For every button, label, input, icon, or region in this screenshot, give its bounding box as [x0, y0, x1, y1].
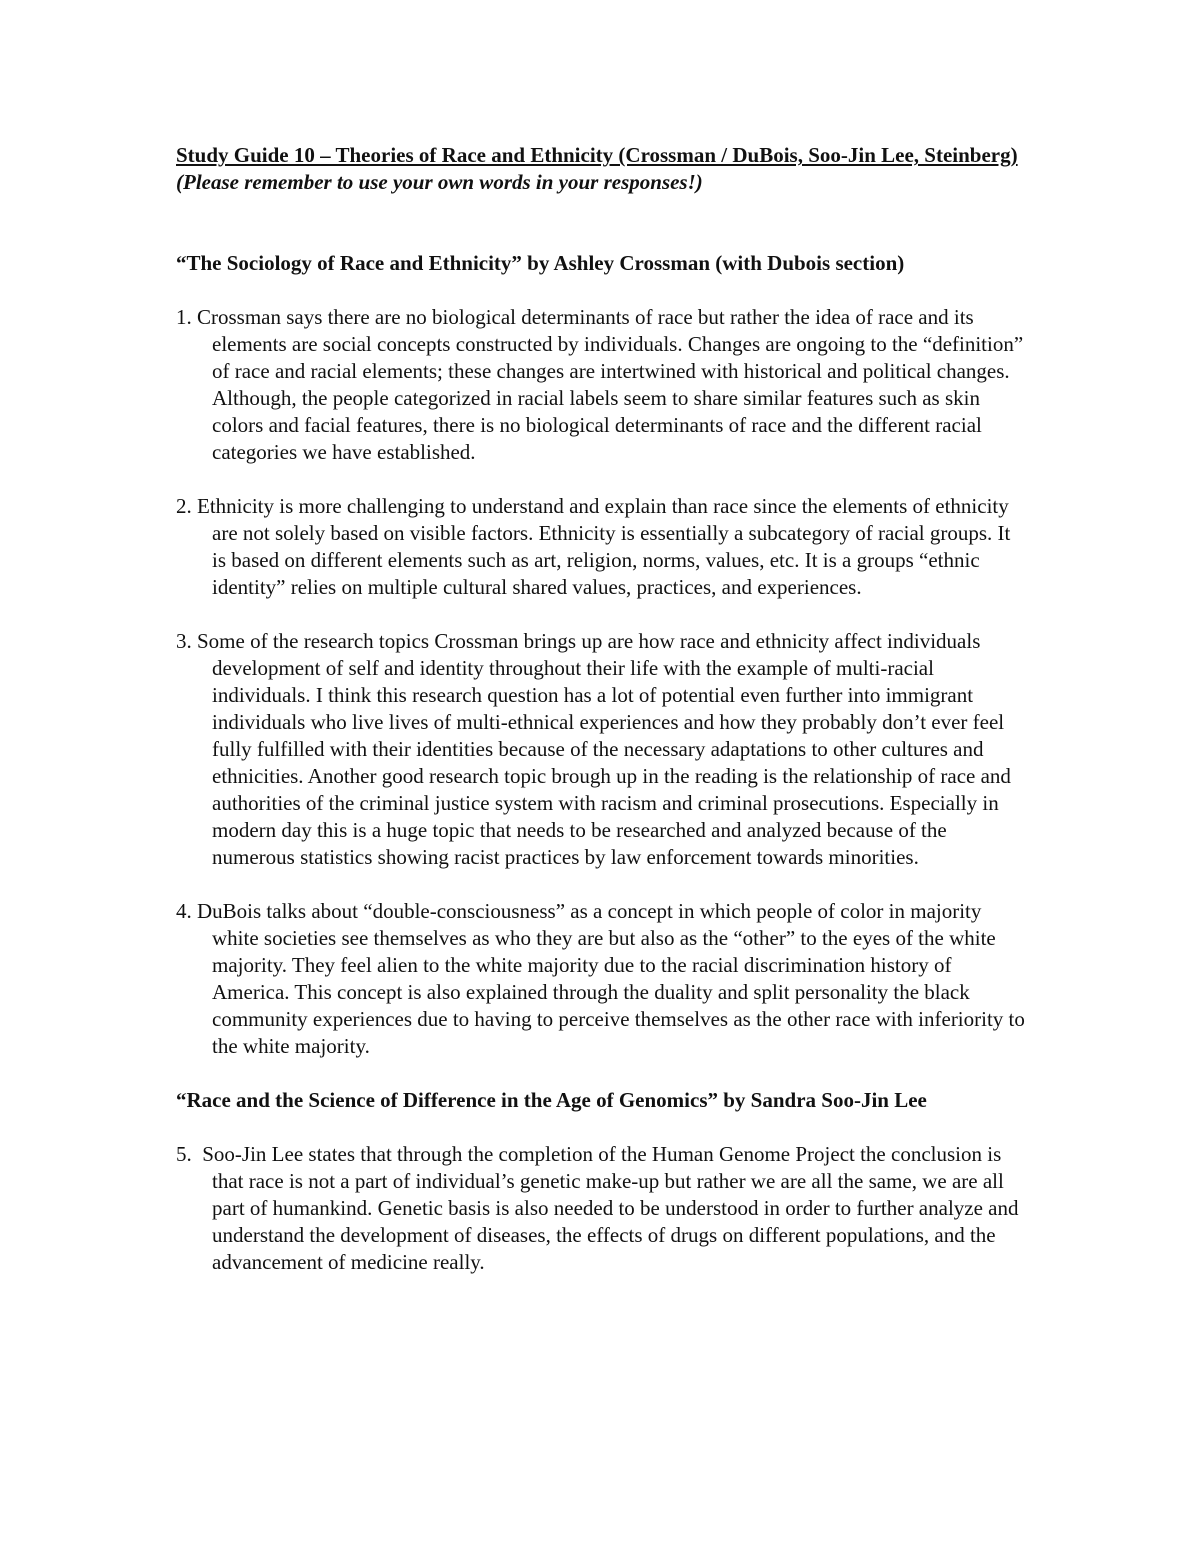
document-title: Study Guide 10 – Theories of Race and Ethnicity (Crossman / DuBois, Soo-Jin Lee, Steinberg): [176, 143, 1018, 167]
document-page: [176, 142, 1026, 1303]
list-item-3: [176, 628, 1026, 871]
item-text: DuBois talks about “double-consciousness” as a concept in which people of color in majority white societies see themselves as who they are but also as the “other” to the eyes of the white majority. They feel alien to the white majority due to the racial discrimination history of America. This concept is also explained through the duality and split personality the black community experiences due to having to perceive themselves as the other race with inferiority to the white majority.: [197, 899, 1025, 1058]
item-number: 3.: [176, 629, 192, 653]
item-text: Some of the research topics Crossman brings up are how race and ethnicity affect individuals development of self and identity throughout their life with the example of multi-racial individuals. I think this research question has a lot of potential even further into immigrant individuals who live lives of multi-ethnical experiences and how they probably don’t ever feel fully fulfilled with their identities because of the necessary adaptations to other cultures and ethnicities. Another good research topic brough up in the reading is the relationship of race and authorities of the criminal justice system with racism and criminal prosecutions. Especially in modern day this is a huge topic that needs to be researched and analyzed because of the numerous statistics showing racist practices by law enforcement towards minorities.: [197, 629, 1011, 869]
item-text: Crossman says there are no biological determinants of race but rather the idea of race and its elements are social concepts constructed by individuals. Changes are ongoing to the “definition” of race and racial elements; these changes are intertwined with historical and political changes. Although, the people categorized in racial labels seem to share similar features such as skin colors and facial features, there is no biological determinants of race and the different racial categories we have established.: [197, 305, 1024, 464]
list-item-4: [176, 898, 1026, 1060]
list-item-2: [176, 493, 1026, 601]
list-item-1: [176, 304, 1026, 466]
item-number: 4.: [176, 899, 192, 923]
item-number: 5.: [176, 1142, 192, 1166]
document-subtitle: (Please remember to use your own words in your responses!): [176, 170, 703, 194]
item-text: Soo-Jin Lee states that through the completion of the Human Genome Project the conclusion is that race is not a part of individual’s genetic make-up but rather we are all the same, we are all part of humankind. Genetic basis is also needed to be understood in order to further analyze and understand the development of diseases, the effects of drugs on different populations, and the advancement of medicine really.: [202, 1142, 1019, 1274]
list-item-5: [176, 1141, 1026, 1276]
item-number: 2.: [176, 494, 192, 518]
item-number: 1.: [176, 305, 192, 329]
item-text: Ethnicity is more challenging to understand and explain than race since the elements of ethnicity are not solely based on visible factors. Ethnicity is essentially a subcategory of racial groups. It is based on different elements such as art, religion, norms, values, etc. It is a groups “ethnic identity” relies on multiple cultural shared values, practices, and experiences.: [197, 494, 1011, 599]
section-heading-crossman: “The Sociology of Race and Ethnicity” by Ashley Crossman (with Dubois section): [176, 251, 905, 275]
section-heading-soo-jin-lee: “Race and the Science of Difference in the Age of Genomics” by Sandra Soo-Jin Lee: [176, 1088, 927, 1112]
